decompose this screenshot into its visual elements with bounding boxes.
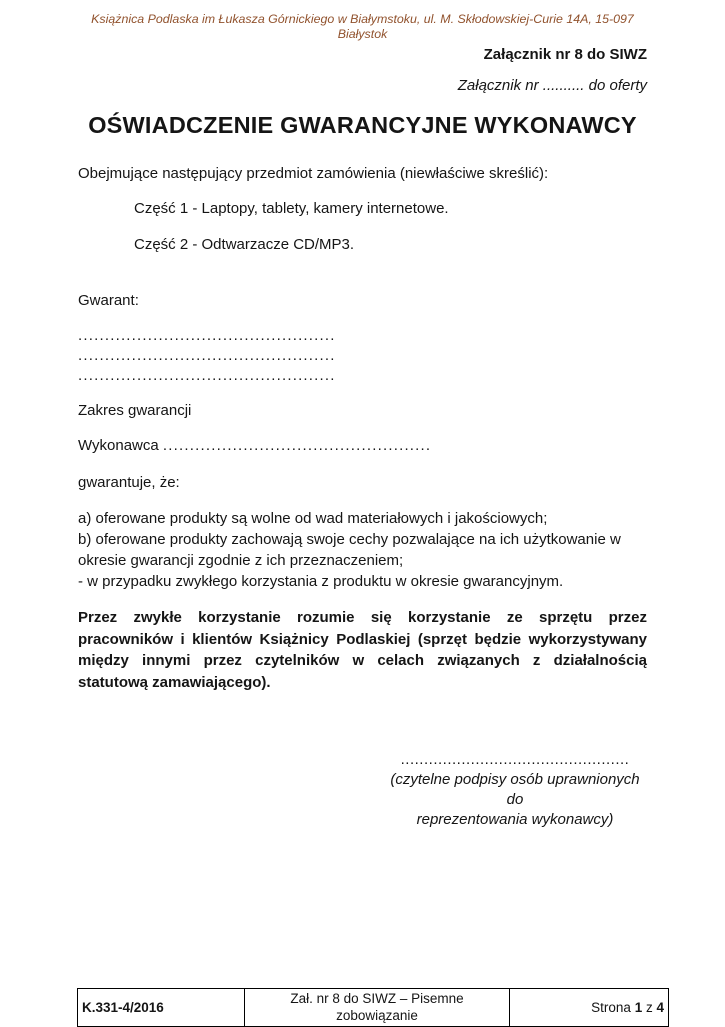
institution-header: Książnica Podlaska im Łukasza Górnickiego w Białymstoku, ul. M. Skłodowskiej-Curie 14A, 15-097 Białystok [91, 12, 634, 41]
footer-row [78, 989, 669, 1027]
contractor-label: Wykonawca [78, 437, 159, 454]
footer-reference-number: K.331-4/2016 [78, 989, 245, 1027]
page-title: OŚWIADCZENIE GWARANCYJNE WYKONAWCY [88, 112, 637, 138]
order-part-2: Część 2 - Odtwarzacze CD/MP3. [134, 236, 355, 253]
contractor-fill-dots: .................................................. [162, 437, 432, 454]
order-part-1: Część 1 - Laptopy, tablety, kamery internetowe. [134, 200, 449, 217]
attachment-offer-label: Załącznik nr .......... do oferty [457, 77, 647, 94]
signature-fill-line: ................................................. [400, 751, 630, 768]
guarantor-fill-lines [78, 326, 647, 386]
normal-use-clause: Przez zwykłe korzystanie rozumie się korzystanie ze sprzętu przez pracowników i klientów Książnicy Podlaskiej (sprzęt będzie wykorzystywany między innymi przez czytelników w celach związanych z działalnością statutową zamawiającego). [78, 609, 647, 691]
footer-page-number: 1 [634, 999, 643, 1015]
signature-block [385, 750, 645, 830]
guarantor-label: Gwarant: [78, 292, 139, 309]
guarantees-label: gwarantuje, że: [78, 474, 180, 491]
contractor-fill-line [78, 435, 647, 456]
signature-caption-line-2: reprezentowania wykonawcy) [416, 811, 614, 828]
guarantor-fill-line-3: ................................................ [78, 367, 336, 384]
footer-page-word: Strona [591, 999, 631, 1015]
footer-document-label: Zał. nr 8 do SIWZ – Pisemne zobowiązanie [245, 989, 510, 1027]
intro-paragraph: Obejmujące następujący przedmiot zamówienia (niewłaściwe skreślić): [78, 165, 549, 182]
attachment-number-label: Załącznik nr 8 do SIWZ [483, 46, 647, 63]
scope-label: Zakres gwarancji [78, 402, 192, 419]
footer-table [77, 988, 669, 1027]
footer-page-total: 4 [656, 999, 664, 1015]
guarantor-fill-line-2: ................................................ [78, 347, 336, 364]
footer-page-indicator [510, 989, 669, 1027]
guarantee-items [78, 508, 647, 592]
signature-caption-line-1: (czytelne podpisy osób uprawnionych do [390, 771, 640, 808]
guarantee-item-a: a) oferowane produkty są wolne od wad materiałowych i jakościowych; [78, 510, 548, 527]
footer-of-word: z [645, 999, 653, 1015]
guarantee-item-b: b) oferowane produkty zachowają swoje cechy pozwalające na ich użytkowanie w okresie gwarancji zgodnie z ich przeznaczeniem; [78, 531, 621, 569]
guarantor-fill-line-1: ................................................ [78, 327, 336, 344]
guarantee-item-dash: - w przypadku zwykłego korzystania z produktu w okresie gwarancyjnym. [78, 573, 564, 590]
